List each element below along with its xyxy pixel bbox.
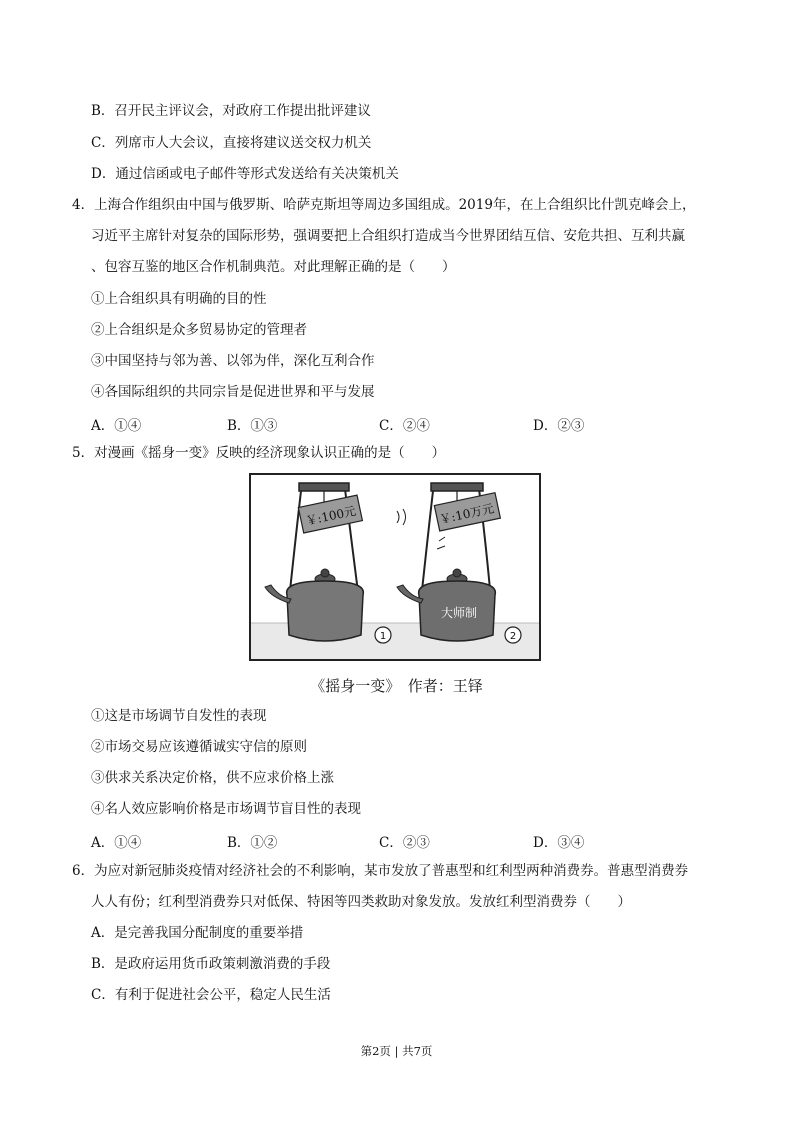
q3-option-c: C．列席市人大会议，直接将建议送交权力机关 [91, 135, 372, 151]
q4-choice-c: C．②④ [379, 418, 430, 434]
q5-choice-b: B．①② [227, 835, 278, 851]
q5-statement-2: ②市场交易应该遵循诚实守信的原则 [91, 739, 307, 755]
q5-choice-d: D．③④ [533, 835, 585, 851]
q4-stem-line2: 习近平主席针对复杂的国际形势，强调要把上合组织打造成当今世界团结互信、安危共担、互利共赢 [91, 228, 685, 244]
q6-stem-line1: 6．为应对新冠肺炎疫情对经济社会的不利影响，某市发放了普惠型和红利型两种消费券。普惠型消费券 [72, 863, 689, 879]
q6-option-b: B．是政府运用货币政策刺激消费的手段 [91, 956, 331, 972]
q3-option-d: D．通过信函或电子邮件等形式发送给有关决策机关 [91, 166, 399, 182]
q4-statement-3: ③中国坚持与邻为善、以邻为伴，深化互利合作 [91, 353, 375, 369]
cartoon-drawing [251, 475, 539, 659]
panel-2-number: 2 [509, 631, 517, 642]
pot-label-text: 大师制 [440, 606, 478, 620]
q4-choice-b: B．①③ [227, 418, 278, 434]
q5-choice-c: C．②③ [379, 835, 430, 851]
page-footer: 第2页 | 共7页 [360, 1044, 433, 1058]
q5-statement-3: ③供求关系决定价格，供不应求价格上涨 [91, 770, 334, 786]
q6-option-c: C．有利于促进社会公平，稳定人民生活 [91, 987, 331, 1003]
q4-statement-2: ②上合组织是众多贸易协定的管理者 [91, 322, 307, 338]
tag-left-text: ￥:100元 [304, 503, 358, 529]
q5-choices [91, 831, 631, 849]
q4-choice-a: A．①④ [91, 418, 142, 434]
q4-statement-4: ④各国际组织的共同宗旨是促进世界和平与发展 [91, 384, 375, 400]
q5-statement-1: ①这是市场调节自发性的表现 [91, 708, 267, 724]
q4-stem-line1: 4．上海合作组织由中国与俄罗斯、哈萨克斯坦等周边多国组成。2019年，在上合组织比什凯克峰会上， [72, 197, 696, 213]
q4-choices [91, 414, 631, 432]
q6-option-a: A．是完善我国分配制度的重要举措 [91, 925, 304, 941]
q4-statement-1: ①上合组织具有明确的目的性 [91, 291, 267, 307]
tag-right-text: ￥:10万元 [438, 501, 496, 527]
q5-stem: 5．对漫画《摇身一变》反映的经济现象认识正确的是（ ） [72, 445, 446, 461]
q5-choice-a: A．①④ [91, 835, 142, 851]
cartoon-image [249, 473, 541, 661]
cartoon-caption: 《摇身一变》 作者：王铎 [310, 677, 483, 695]
q5-statement-4: ④名人效应影响价格是市场调节盲目性的表现 [91, 801, 361, 817]
q4-choice-d: D．②③ [533, 418, 585, 434]
q6-stem-line2: 人人有份；红利型消费券只对低保、特困等四类救助对象发放。发放红利型消费券（ ） [91, 894, 631, 910]
q3-option-b: B．召开民主评议会，对政府工作提出批评建议 [91, 103, 371, 119]
q4-stem-line3: 、包容互鉴的地区合作机制典范。对此理解正确的是（ ） [91, 259, 456, 275]
panel-1-number: 1 [379, 631, 387, 642]
